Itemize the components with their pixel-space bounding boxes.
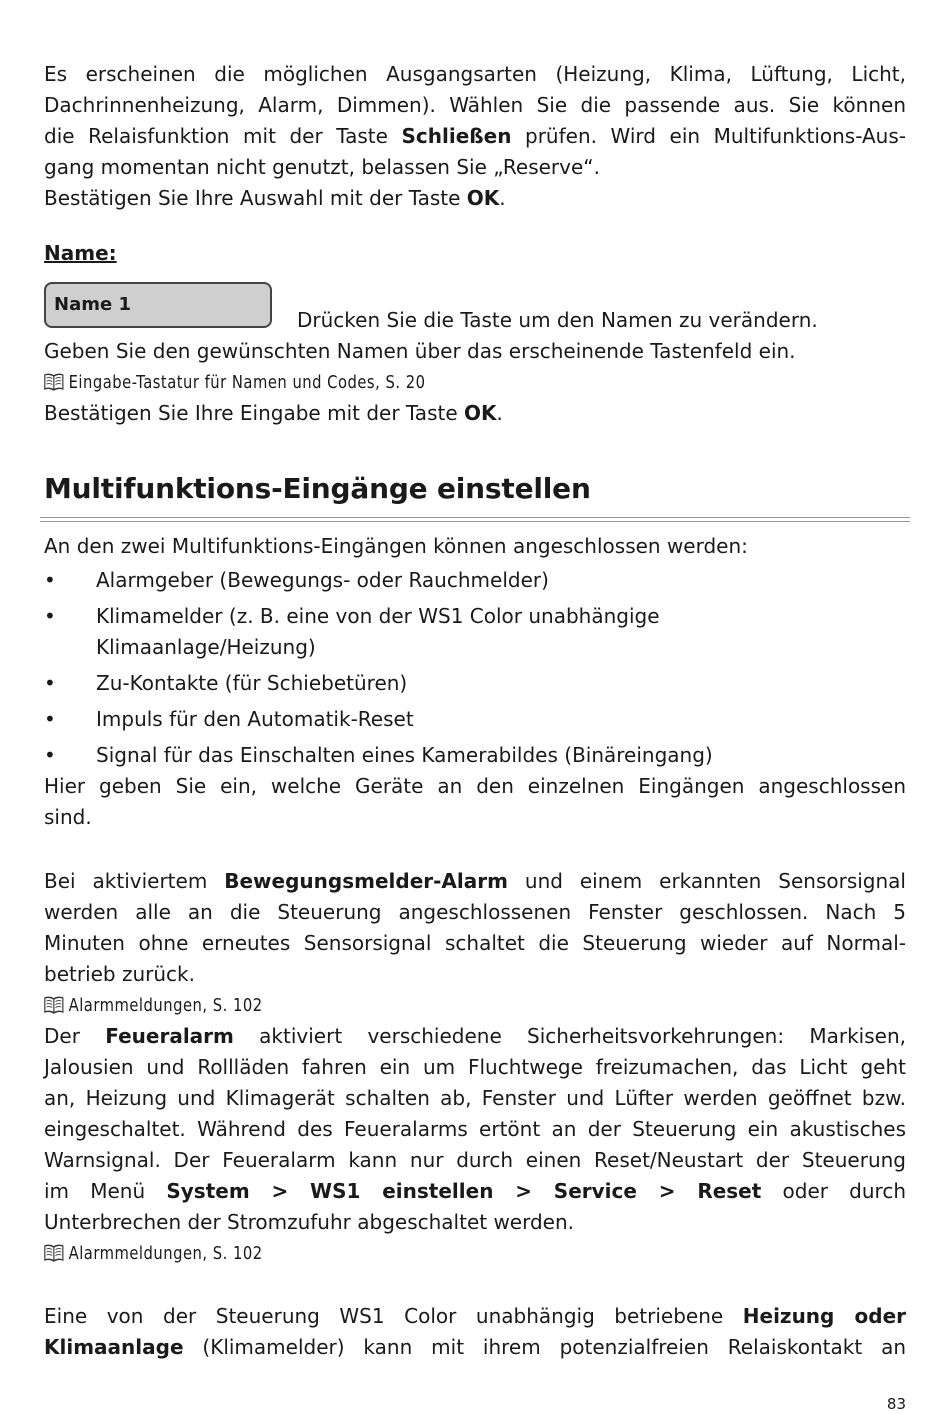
book-icon <box>44 1244 64 1262</box>
motion-alarm-paragraph <box>44 866 906 1021</box>
text-line: sind. <box>44 805 92 829</box>
page-number: 83 <box>886 1395 906 1413</box>
text-line: Der Feueralarm aktiviert verschiedene Sicherheitsvorkehrungen: Markisen, <box>44 1024 906 1048</box>
list-item: • Zu-Kontakte (für Schiebetüren) <box>44 671 408 695</box>
list-item: • Alarmgeber (Bewegungs- oder Rauchmelder) <box>44 568 549 592</box>
text-line: Es erscheinen die möglichen Ausgangsarten (Heizung, Klima, Lüftung, Licht, <box>44 62 906 86</box>
book-icon <box>44 373 64 391</box>
text-line: die Relaisfunktion mit der Taste Schließen prüfen. Wird ein Multifunktions-Aus- <box>44 124 906 148</box>
text-line: Eine von der Steuerung WS1 Color unabhängig betriebene Heizung oder <box>44 1304 906 1328</box>
list-item: • Signal für das Einschalten eines Kamerabildes (Binäreingang) <box>44 743 713 767</box>
text-line: Bestätigen Sie Ihre Auswahl mit der Taste OK. <box>44 186 506 210</box>
climate-paragraph <box>44 1301 906 1363</box>
text-line: Dachrinnenheizung, Alarm, Dimmen). Wählen Sie die passende aus. Sie können <box>44 93 906 117</box>
text-line: werden alle an die Steuerung angeschlossenen Fenster geschlossen. Nach 5 <box>44 900 906 924</box>
name-heading: Name: <box>44 241 117 265</box>
text-line: betrieb zurück. <box>44 962 195 986</box>
reference-link[interactable]: Alarmmeldungen, S. 102 <box>44 990 864 1021</box>
text-line: Warnsignal. Der Feueralarm kann nur durch einen Reset/Neustart der Steuerung <box>44 1148 906 1172</box>
name-instruction: Drücken Sie die Taste um den Namen zu verändern. <box>297 308 818 332</box>
section-body <box>44 531 906 833</box>
section-divider <box>40 521 910 522</box>
text-line: Geben Sie den gewünschten Namen über das erscheinende Tastenfeld ein. <box>44 339 796 363</box>
text-line: Jalousien und Rollläden fahren ein um Fluchtwege freizumachen, das Licht geht <box>44 1055 906 1079</box>
text-line: im Menü System > WS1 einstellen > Service > Reset oder durch <box>44 1179 906 1203</box>
text-line: an, Heizung und Klimagerät schalten ab, Fenster und Lüfter werden geöffnet bzw. <box>44 1086 906 1110</box>
text-line: Unterbrechen der Stromzufuhr abgeschaltet werden. <box>44 1210 575 1234</box>
name-button[interactable] <box>44 282 272 328</box>
list-item: • Impuls für den Automatik-Reset <box>44 707 414 731</box>
text-line: Bestätigen Sie Ihre Eingabe mit der Taste OK. <box>44 401 503 425</box>
bullet-list <box>44 565 906 771</box>
reference-link[interactable]: Alarmmeldungen, S. 102 <box>44 1238 864 1269</box>
text-line: Bei aktiviertem Bewegungsmelder-Alarm und einem erkannten Sensorsignal <box>44 869 906 893</box>
intro-paragraph <box>44 59 906 214</box>
fire-alarm-paragraph <box>44 1021 906 1269</box>
section-title: Multifunktions-Eingänge einstellen <box>44 472 591 505</box>
book-icon <box>44 996 64 1014</box>
text-line: An den zwei Multifunktions-Eingängen können angeschlossen werden: <box>44 534 748 558</box>
list-item: • Klimamelder (z. B. eine von der WS1 Color unabhängige Klimaanlage/Heizung) <box>44 604 660 659</box>
text-line: Klimaanlage (Klimamelder) kann mit ihrem potenzialfreien Relaiskontakt an <box>44 1335 906 1359</box>
text-line: Minuten ohne erneutes Sensorsignal schaltet die Steuerung wieder auf Normal- <box>44 931 906 955</box>
text-line: Hier geben Sie ein, welche Geräte an den einzelnen Eingängen angeschlossen <box>44 774 906 798</box>
text-line: gang momentan nicht genutzt, belassen Sie „Reserve“. <box>44 155 601 179</box>
text-line: eingeschaltet. Während des Feueralarms ertönt an der Steuerung ein akustisches <box>44 1117 906 1141</box>
name-paragraph <box>44 336 906 429</box>
section-divider <box>40 517 910 518</box>
reference-link[interactable]: Eingabe-Tastatur für Namen und Codes, S. 20 <box>44 367 864 398</box>
name-button-label: Name 1 <box>54 294 131 315</box>
